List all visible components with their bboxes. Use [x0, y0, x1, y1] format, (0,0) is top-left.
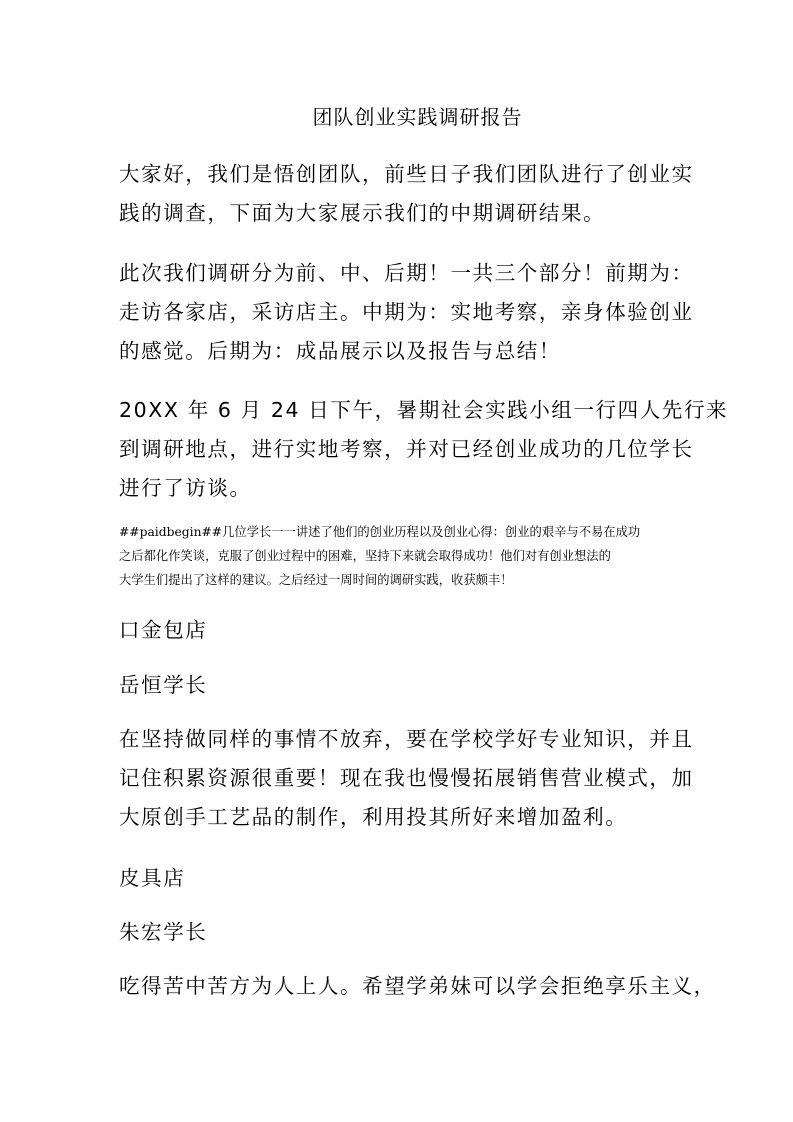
- text-line: 践的调查，下面为大家展示我们的中期调研结果。: [119, 201, 606, 225]
- paragraph-visit: [119, 391, 729, 508]
- shop2-person: 朱宏学长: [119, 920, 208, 944]
- text-line: 20XX 年 6 月 24 日下午，暑期社会实践小组一行四人先行来: [119, 398, 729, 422]
- shop1-person: 岳恒学长: [119, 673, 208, 697]
- text-line: 此次我们调研分为前、中、后期！一共三个部分！前期为：: [119, 261, 694, 285]
- shop2-name: 皮具店: [119, 866, 186, 890]
- shop1-name: 口金包店: [119, 618, 208, 642]
- shop2-quote: [119, 967, 716, 1006]
- text-line: 大原创手工艺品的制作，利用投其所好来增加盈利。: [119, 805, 628, 829]
- text-line: 之后都化作笑谈，克服了创业过程中的困难，坚持下来就会取得成功！他们对有创业想法的: [119, 549, 611, 563]
- text-line: 记住积累资源很重要！现在我也慢慢拓展销售营业模式，加: [119, 766, 694, 790]
- text-line: 进行了访谈。: [119, 476, 252, 500]
- text-line: 大家好，我们是悟创团队，前些日子我们团队进行了创业实: [119, 162, 694, 186]
- paragraph-intro: [119, 155, 694, 233]
- shop1-quote: [119, 720, 694, 837]
- paragraph-note: [119, 520, 679, 592]
- text-line: 走访各家店，采访店主。中期为：实地考察，亲身体验创业: [119, 300, 694, 324]
- text-line: 大学生们提出了这样的建议。之后经过一周时间的调研实践，收获颇丰！: [119, 573, 513, 587]
- text-line: 在坚持做同样的事情不放弃，要在学校学好专业知识，并且: [119, 727, 694, 751]
- document-title: 团队创业实践调研报告: [312, 105, 523, 129]
- paragraph-phases: [119, 254, 694, 371]
- text-line: 的感觉。后期为：成品展示以及报告与总结！: [119, 339, 561, 363]
- text-line: ##paidbegin##几位学长一一讲述了他们的创业历程以及创业心得：创业的艰辛与不易在成功: [119, 525, 641, 539]
- text-line: 到调研地点，进行实地考察，并对已经创业成功的几位学长: [119, 437, 694, 461]
- text-line: 吃得苦中苦方为人上人。希望学弟妹可以学会拒绝享乐主义，: [119, 974, 716, 998]
